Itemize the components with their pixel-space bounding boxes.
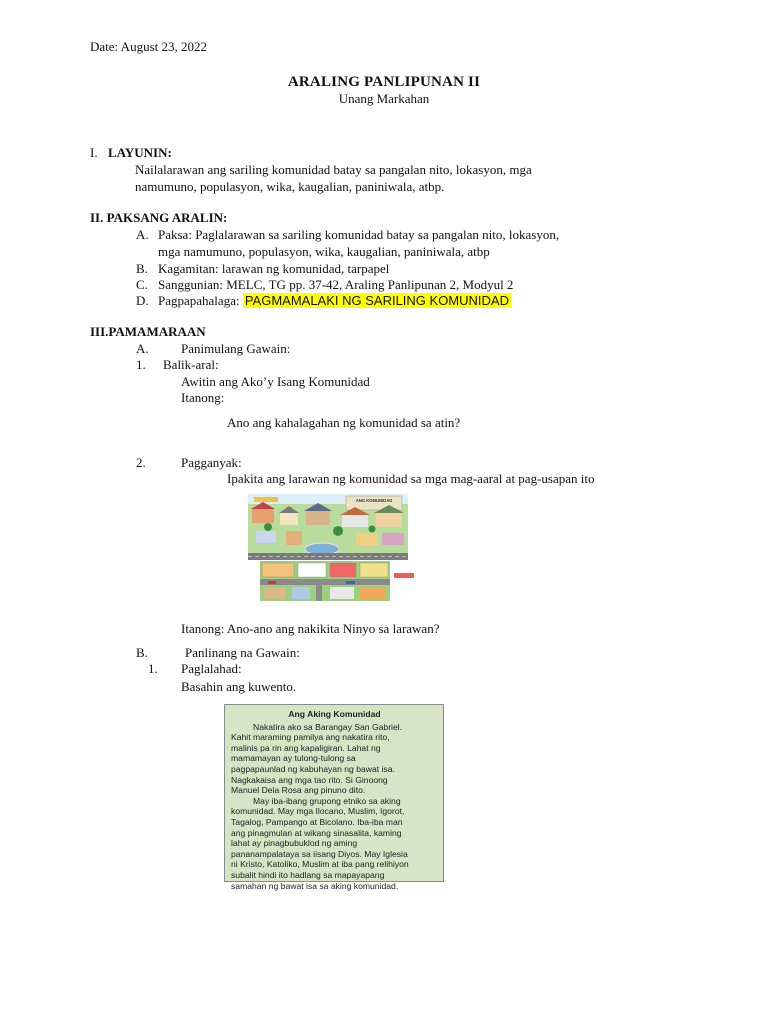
item-b-letter: B.: [136, 261, 148, 276]
story-line: Nagkakaisa ang mga tao rito. Si Ginoong: [231, 774, 388, 785]
question-1: Ano ang kahalagahan ng komunidad sa atin?: [227, 415, 461, 430]
item-a-letter: A.: [136, 227, 149, 242]
story-line: Nakatira ako sa Barangay San Gabriel.: [253, 721, 403, 732]
story-box: [224, 704, 444, 891]
paglalahad-text: Paglalahad:: [181, 661, 242, 676]
story-title: Ang Aking Komunidad: [288, 709, 381, 719]
pagpapahalaga-highlight: PAGMAMALAKI NG SARILING KOMUNIDAD: [244, 293, 509, 308]
story-line: malinis pa rin ang kapaligiran. Lahat ng: [231, 742, 381, 753]
section-1-number: I.: [90, 145, 98, 160]
section-3-heading: III.PAMAMARAAN: [90, 324, 206, 339]
story-line: May iba-ibang grupong etniko sa aking: [253, 795, 401, 806]
story-line: ni Kristo, Katoliko, Muslim at iba pang relihiyon: [231, 859, 409, 870]
community-illustration: [246, 491, 418, 604]
layunin-line-1: Nailalarawan ang sariling komunidad batay sa pangalan nito, lokasyon, mga: [135, 162, 532, 177]
pagganyak-number: 2.: [136, 455, 146, 470]
story-line: mamamayan ay tulong-tulong sa: [231, 753, 356, 764]
date-line: Date: August 23, 2022: [90, 39, 207, 54]
story-line: samahan ng bawat isa sa aking komunidad.: [231, 880, 399, 891]
itanong-2: Itanong: Ano-ano ang nakikita Ninyo sa larawan?: [181, 621, 440, 636]
pagganyak-text: Pagganyak:: [181, 455, 242, 470]
itanong-1: Itanong:: [181, 390, 225, 405]
balikaral-text: Balik-aral:: [163, 357, 219, 372]
pagpapahalaga-line: [158, 293, 511, 309]
item-d-letter: D.: [136, 293, 149, 308]
story-line: Manuel Dela Rosa ang pinuno dito.: [231, 785, 366, 796]
paglalahad-number: 1.: [148, 661, 158, 676]
page-title: ARALING PANLIPUNAN II: [287, 74, 481, 90]
story-line: pagpapaunlad ng kabuhayan ng bawat isa.: [231, 763, 395, 774]
basahin-text: Basahin ang kuwento.: [181, 679, 297, 694]
pagpapahalaga-label: Pagpapahalaga:: [158, 293, 243, 308]
panlinang-text: Panlinang na Gawain:: [185, 645, 300, 660]
item-c-letter: C.: [136, 277, 148, 292]
paksa-line-1: Paksa: Paglalarawan sa sariling komunidad batay sa pangalan nito, lokasyon,: [158, 227, 560, 242]
sanggunian-text: Sanggunian: MELC, TG pp. 37-42, Araling Panlipunan 2, Modyul 2: [158, 277, 514, 292]
page-subtitle: Unang Markahan: [338, 91, 430, 106]
story-line: pananampalataya sa iisang Diyos. May Iglesia: [231, 848, 408, 859]
story-line: lahat ay pinagbubuklod ng aming: [231, 838, 358, 849]
panimula-letter: A.: [136, 341, 149, 356]
community-illustration-label: ANG KOMUNIDAD: [355, 498, 393, 503]
section-1-heading: LAYUNIN:: [108, 145, 172, 160]
ipakita-text: Ipakita ang larawan ng komunidad sa mga mag-aaral at pag-usapan ito: [227, 471, 595, 486]
story-line: Kahit maraming pamilya ang nakatira rito,: [231, 732, 390, 743]
panimula-text: Panimulang Gawain:: [181, 341, 291, 356]
kagamitan-text: Kagamitan: larawan ng komunidad, tarpapel: [158, 261, 390, 276]
story-line: Tagalog, Pampango at Bicolano. Iba-iba man: [231, 816, 403, 827]
story-line: komunidad. May mga Ilocano, Muslim, Igorot,: [231, 806, 405, 817]
story-line: subalit hindi ito hadlang sa mapayapang: [231, 869, 385, 880]
layunin-line-2: namumuno, populasyon, wika, kaugalian, paniniwala, atbp.: [135, 179, 445, 194]
awitin-text: Awitin ang Ako’y Isang Komunidad: [181, 374, 370, 389]
story-line: ang pinagmulan at wikang sinasalita, kaming: [231, 827, 402, 838]
panlinang-letter: B.: [136, 645, 148, 660]
section-2-heading: II. PAKSANG ARALIN:: [90, 210, 228, 225]
paksa-line-2: mga namumuno, populasyon, wika, kaugalian, paniniwala, atbp: [158, 244, 490, 259]
balikaral-number: 1.: [136, 357, 146, 372]
